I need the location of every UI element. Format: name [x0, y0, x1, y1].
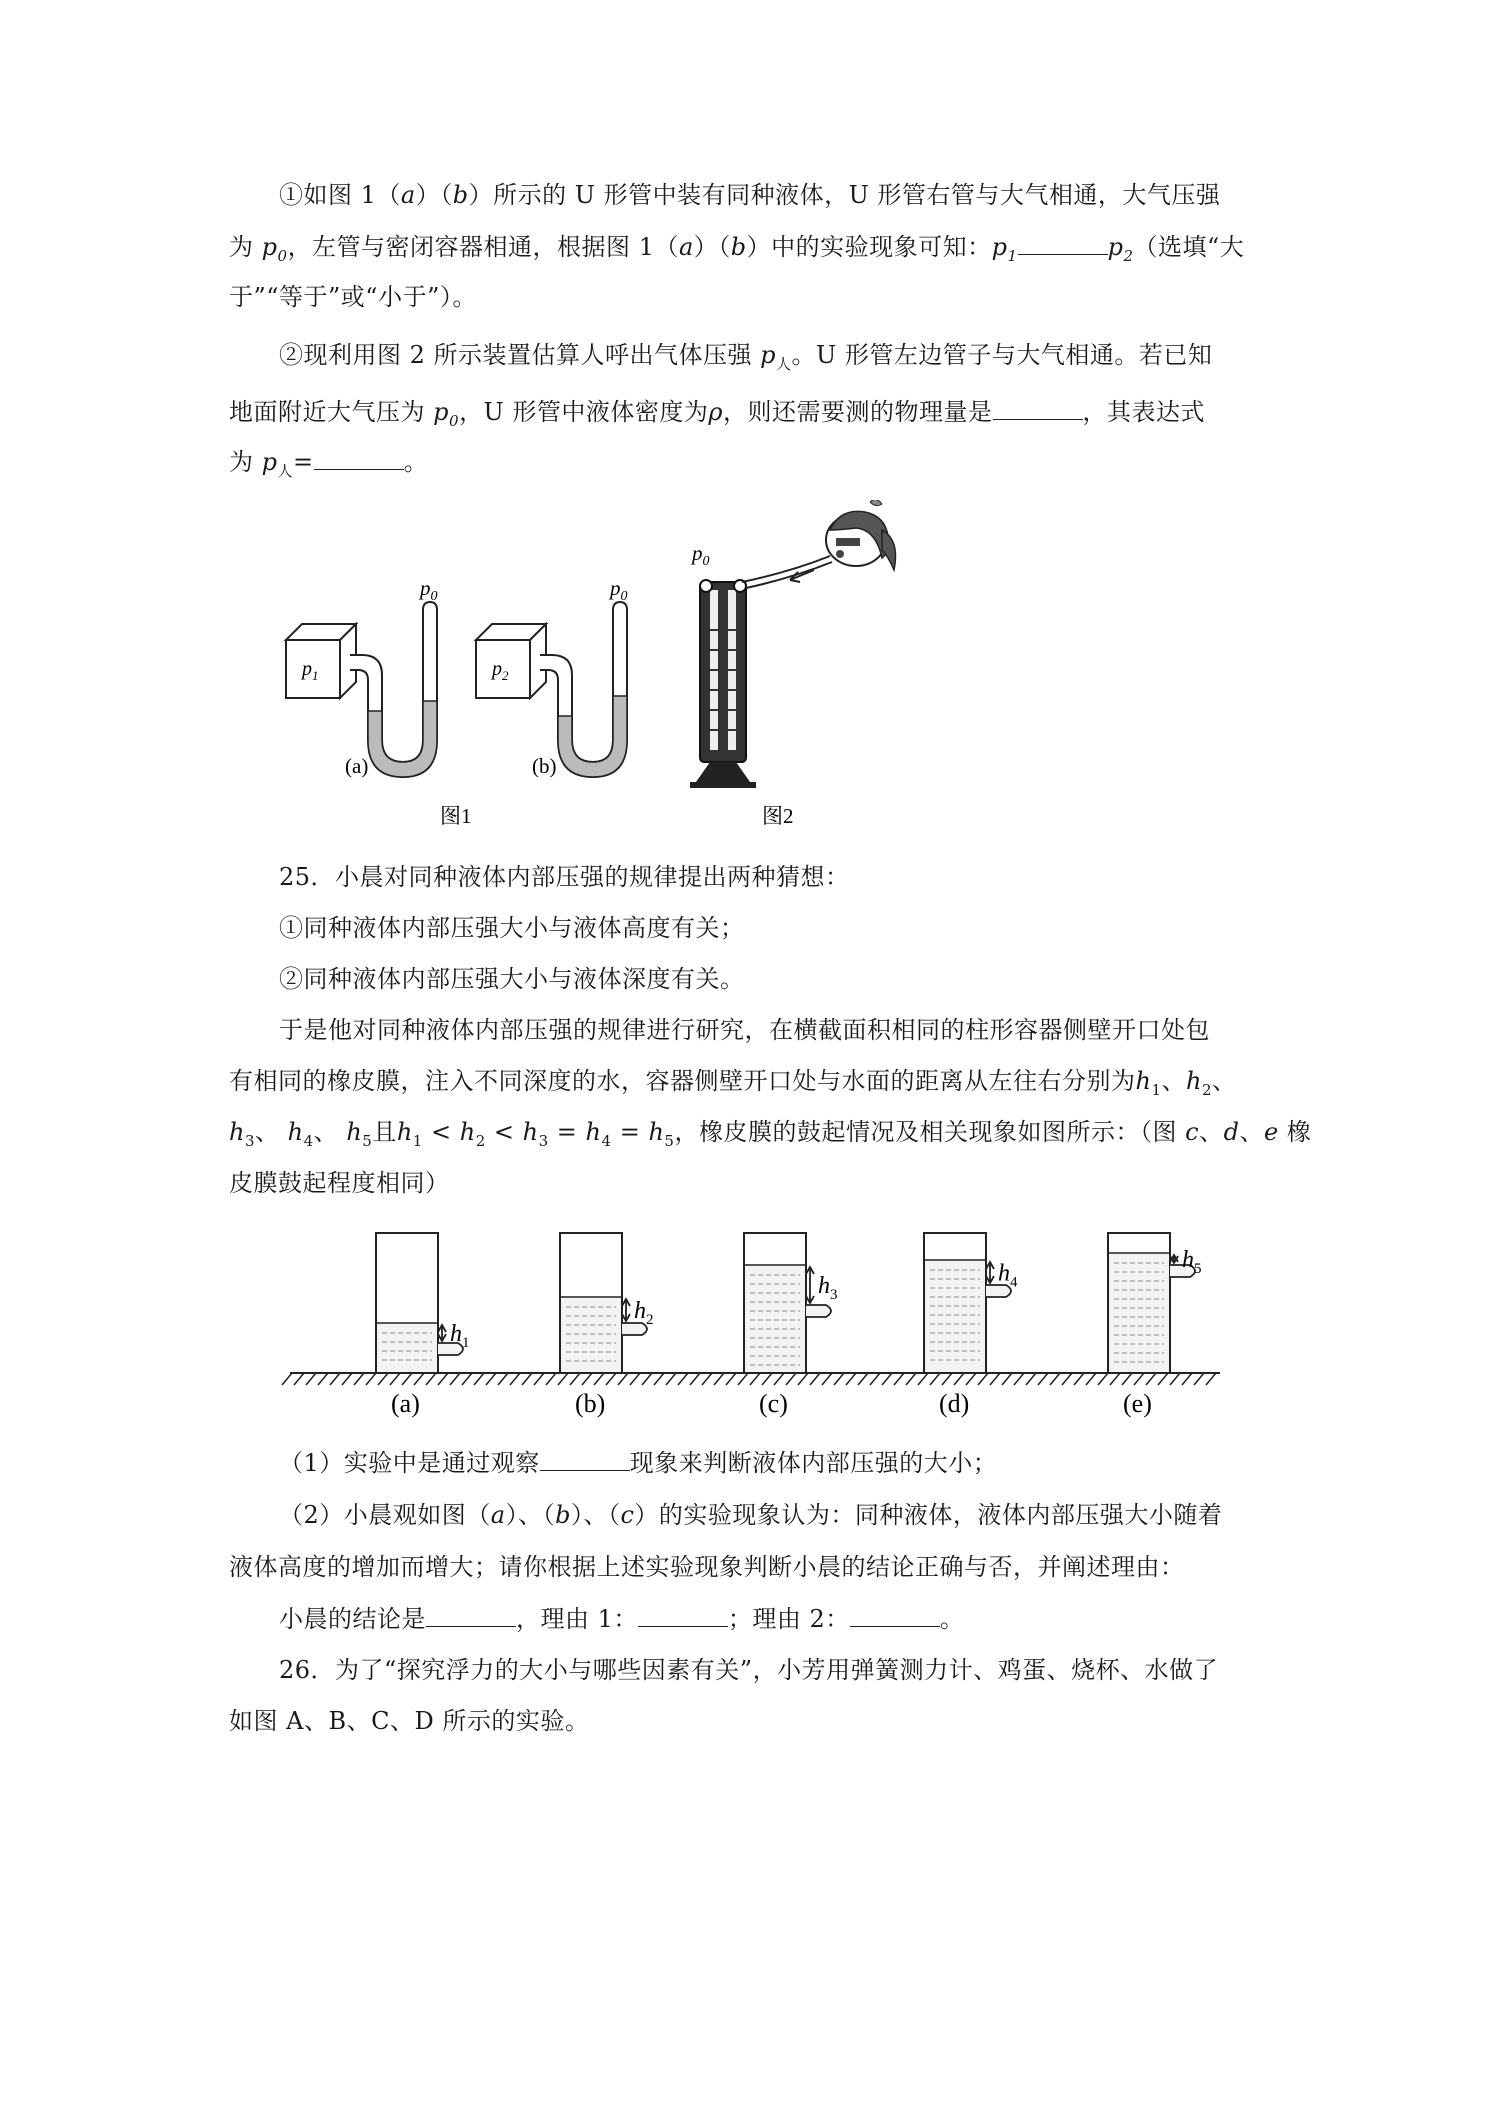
figure-2-caption: 图2 — [762, 804, 794, 828]
q24-part2-line3: 为 $p_人=$ 。 — [229, 448, 429, 480]
svg-text:p0: $p_0$ — [420, 576, 438, 604]
q25-sub2-line2: 液体高度的增加而增大；请你根据上述实验现象判断小晨的结论正确与否，并阐述理由： — [229, 1553, 1185, 1581]
q25-guess-2: ②同种液体内部压强大小与液体深度有关。 — [279, 965, 745, 993]
containers-figure — [280, 1215, 1240, 1440]
q25-text-line1: 于是他对同种液体内部压强的规律进行研究，在横截面积相同的柱形容器侧壁开口处包 — [279, 1016, 1210, 1044]
depth-label: $h_1$ — [450, 1321, 470, 1351]
manometer-apparatus — [690, 541, 832, 788]
figure-1-2 — [270, 500, 910, 840]
p0-label: p — [610, 576, 621, 600]
caption-a: (a) — [345, 754, 369, 778]
container-caption: (d) — [939, 1389, 970, 1418]
depth-label: $h_3$ — [818, 1273, 838, 1303]
q25-guess-1: ①同种液体内部压强大小与液体高度有关； — [279, 914, 745, 942]
container-caption: (b) — [575, 1389, 606, 1418]
q25-text-line3: $h_3$、 $h_4$、 $h_5$且$h_1 < h_2 < h_3 = h_4 = h_5$，橡皮膜的鼓起情况及相关现象如图所示：（图 c、d、e 橡 — [229, 1118, 1312, 1150]
caption-b: (b) — [532, 754, 557, 778]
q25-text-line4: 皮膜鼓起程度相同） — [229, 1169, 450, 1197]
depth-label: $h_4$ — [998, 1260, 1018, 1291]
box-label: p — [492, 658, 502, 680]
sealed-container-b — [476, 624, 546, 698]
u-tube-b — [540, 576, 628, 777]
depth-label: $h_5$ — [1182, 1247, 1202, 1277]
u-tube-a — [350, 576, 438, 777]
container-e — [1108, 1233, 1202, 1418]
answer-blank[interactable] — [993, 397, 1083, 420]
answer-blank[interactable] — [850, 1604, 940, 1627]
container-c — [744, 1233, 838, 1418]
q24-part1-line2: 为 $p_0$，左管与密闭容器相通，根据图 1（a）（b）中的实验现象可知：$p_1$ $p_2$（选填“大 — [229, 233, 1245, 265]
p0-label: p — [420, 576, 431, 600]
q25-stem: 25．小晨对同种液体内部压强的规律提出两种猜想： — [279, 863, 850, 891]
q25-text-line2: 有相同的橡皮膜，注入不同深度的水，容器侧壁开口处与水面的距离从左往右分别为$h_1$、$h_2$、 — [229, 1067, 1237, 1099]
depth-label: $h_2$ — [634, 1298, 654, 1328]
girl-blowing-icon — [826, 500, 896, 570]
container-caption: (c) — [759, 1389, 788, 1418]
ground-hatching — [282, 1373, 1216, 1385]
answer-blank[interactable] — [426, 1604, 516, 1627]
q24-part1-line1: ①如图 1（a）（b）所示的 U 形管中装有同种液体，U 形管右管与大气相通，大气压强 — [279, 181, 1221, 209]
box-label: p — [302, 658, 312, 680]
q25-sub2-line1: （2）小晨观如图（a）、（b）、（c）的实验现象认为：同种液体，液体内部压强大小随着 — [279, 1501, 1223, 1529]
q25-sub2-line3: 小晨的结论是 ，理由 1： ；理由 2： 。 — [279, 1605, 965, 1633]
container-caption: (e) — [1123, 1389, 1152, 1418]
q25-sub1: （1）实验中是通过观察 现象来判断液体内部压强的大小； — [279, 1449, 998, 1477]
q26-line2: 如图 A、B、C、D 所示的实验。 — [229, 1707, 590, 1735]
container-a — [376, 1233, 470, 1418]
q24-part1-line3: 于”“等于”或“小于”）。 — [229, 283, 477, 311]
container-b — [560, 1233, 654, 1418]
answer-blank[interactable] — [638, 1604, 728, 1627]
q24-part2-line2: 地面附近大气压为 $p_0$，U 形管中液体密度为ρ，则还需要测的物理量是 ，其表达式 — [229, 398, 1206, 430]
sealed-container-a — [286, 624, 356, 698]
figure-1-caption: 图1 — [440, 804, 472, 828]
svg-text:p2: $p_2$ — [492, 658, 509, 683]
svg-text:p1: $p_1$ — [302, 658, 319, 683]
container-d — [924, 1233, 1018, 1418]
q24-part2-line1: ②现利用图 2 所示装置估算人呼出气体压强 $p_人$。U 形管左边管子与大气相通。若已知 — [279, 341, 1213, 373]
answer-blank[interactable] — [1018, 232, 1108, 255]
answer-blank[interactable] — [314, 447, 404, 470]
q26-line1: 26．为了“探究浮力的大小与哪些因素有关”，小芳用弹簧测力计、鸡蛋、烧杯、水做了 — [279, 1656, 1219, 1684]
container-caption: (a) — [391, 1389, 420, 1418]
svg-text:p0: $p_0$ — [692, 541, 710, 569]
svg-text:p0: $p_0$ — [610, 576, 628, 604]
answer-blank[interactable] — [540, 1448, 630, 1471]
p0-label: p — [692, 541, 703, 565]
